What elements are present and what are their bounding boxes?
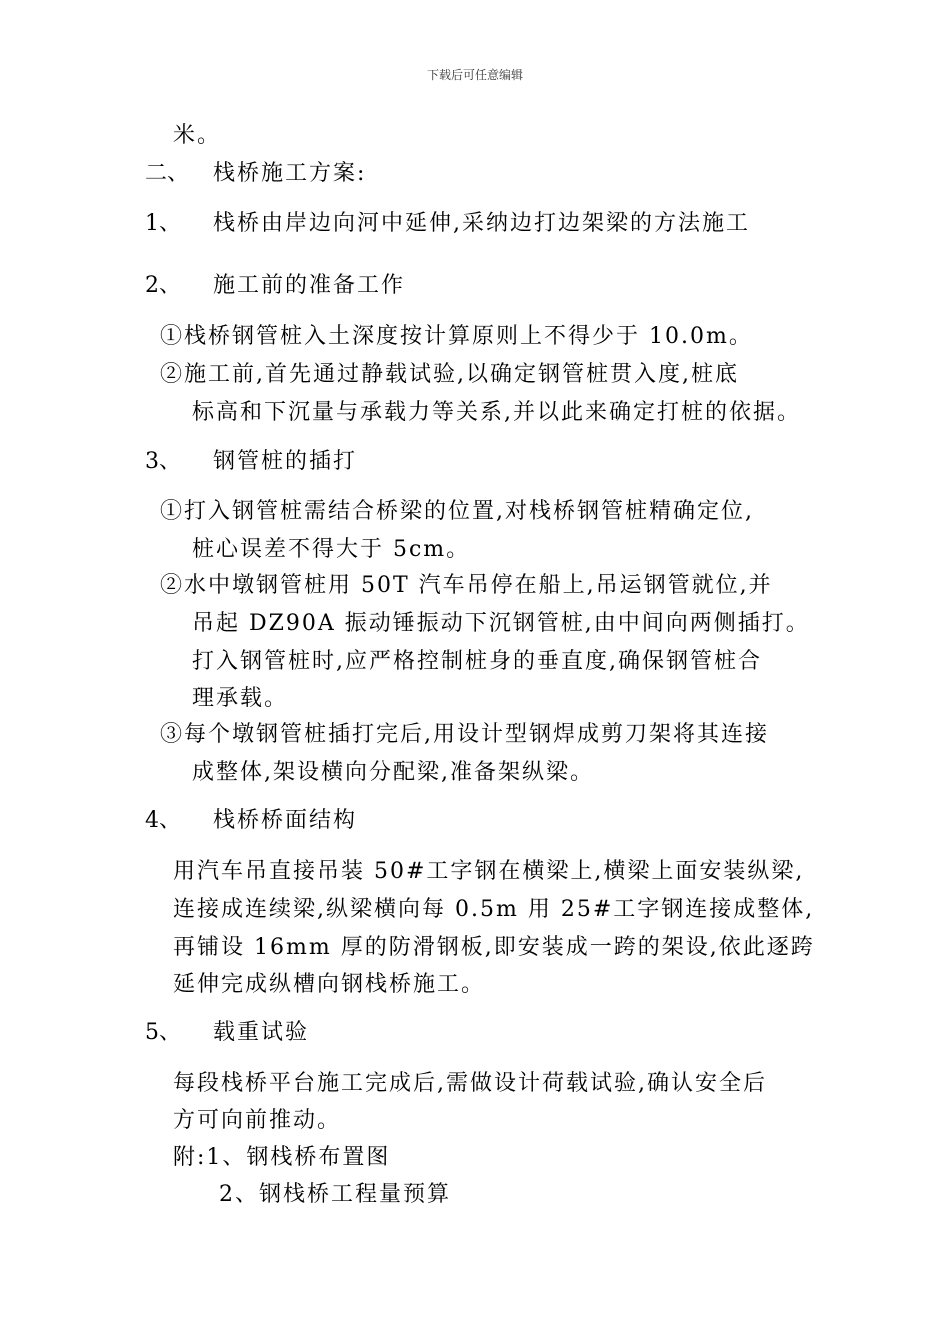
page-header: 下载后可任意编辑 [426, 68, 523, 82]
text-line: 成整体,架设横向分配梁,准备架纵梁。 [192, 760, 594, 785]
text-line: 米。 [173, 123, 222, 148]
text-line: 每段栈桥平台施工完成后,需做设计荷载试验,确认安全后 [173, 1071, 767, 1096]
text-line: 桩心误差不得大于 5cm。 [192, 537, 471, 562]
section-title: 栈桥施工方案: [213, 161, 367, 186]
text-line: 理承载。 [192, 686, 289, 711]
text-line: ③每个墩钢管桩插打完后,用设计型钢焊成剪刀架将其连接 [160, 722, 769, 747]
item-title: 栈桥桥面结构 [213, 808, 358, 833]
text-line: 吊起 DZ90A 振动锤振动下沉钢管桩,由中间向两侧插打。 [192, 611, 810, 636]
item-number: 1、 [145, 211, 181, 236]
text-line: 再铺设 16mm 厚的防滑钢板,即安装成一跨的架设,依此逐跨 [173, 935, 815, 960]
item-title: 钢管桩的插打 [213, 449, 358, 474]
item-number: 3、 [145, 449, 181, 474]
text-line: ②施工前,首先通过静载试验,以确定钢管桩贯入度,桩底 [160, 362, 739, 387]
item-number: 5、 [145, 1020, 181, 1045]
text-line: ①栈桥钢管桩入土深度按计算原则上不得少于 10.0m。 [160, 324, 753, 349]
item-title: 施工前的准备工作 [213, 273, 406, 298]
text-line: 用汽车吊直接吊装 50#工字钢在横梁上,横梁上面安装纵梁, [173, 859, 805, 884]
text-line: ②水中墩钢管桩用 50T 汽车吊停在船上,吊运钢管就位,并 [160, 573, 773, 598]
item-number: 4、 [145, 808, 181, 833]
text-line: 打入钢管桩时,应严格控制桩身的垂直度,确保钢管桩合 [192, 649, 762, 674]
item-title: 载重试验 [213, 1020, 310, 1045]
attachment-line: 附:1、钢栈桥布置图 [173, 1145, 391, 1170]
text-line: 连接成连续梁,纵梁横向每 0.5m 用 25#工字钢连接成整体, [173, 897, 815, 922]
text-line: 栈桥由岸边向河中延伸,采纳边打边架梁的方法施工 [213, 211, 750, 236]
text-line: 延伸完成纵槽向钢栈桥施工。 [173, 972, 486, 997]
attachment-line: 2、钢栈桥工程量预算 [219, 1182, 451, 1207]
item-number: 2、 [145, 273, 181, 298]
text-line: ①打入钢管桩需结合桥梁的位置,对栈桥钢管桩精确定位, [160, 499, 754, 524]
text-line: 标高和下沉量与承载力等关系,并以此来确定打桩的依据。 [192, 400, 801, 425]
text-line: 方可向前推动。 [173, 1108, 342, 1133]
section-number: 二、 [145, 161, 190, 186]
